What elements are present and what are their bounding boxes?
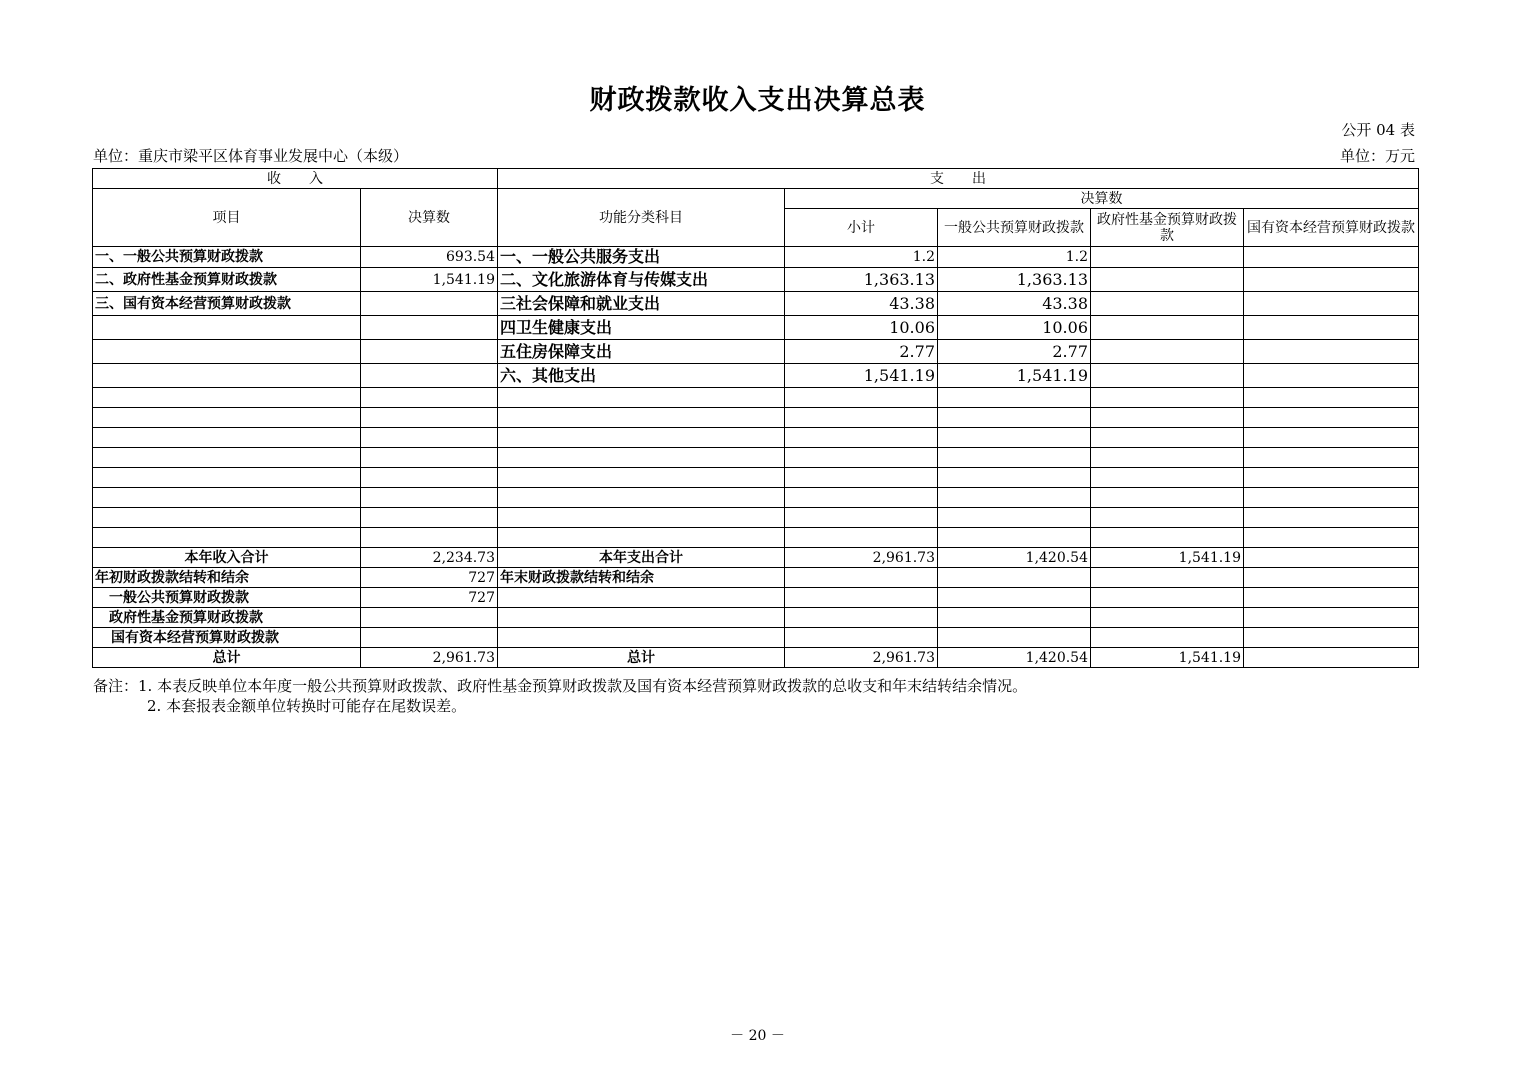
row-state-capital bbox=[1244, 648, 1419, 668]
row-item bbox=[93, 340, 361, 364]
table-row bbox=[93, 340, 1419, 364]
row-general: 1,363.13 bbox=[938, 268, 1091, 292]
fiscal-appropriation-table bbox=[92, 168, 1419, 668]
row-subtotal: 2,961.73 bbox=[785, 648, 938, 668]
table-row bbox=[93, 364, 1419, 388]
subtotal-header: 小计 bbox=[785, 209, 938, 247]
row-item bbox=[93, 364, 361, 388]
row-state-capital bbox=[1244, 292, 1419, 316]
table-row bbox=[93, 292, 1419, 316]
row-state-capital bbox=[1244, 268, 1419, 292]
row-general: 1,420.54 bbox=[938, 648, 1091, 668]
row-subtotal: 10.06 bbox=[785, 316, 938, 340]
income-header: 收 入 bbox=[93, 169, 498, 189]
table-row bbox=[93, 247, 1419, 268]
row-subject: 一、一般公共服务支出 bbox=[498, 247, 785, 268]
row-subject: 六、其他支出 bbox=[498, 364, 785, 388]
func-subject-header: 功能分类科目 bbox=[498, 189, 785, 247]
note-line-2: 2. 本套报表金额单位转换时可能存在尾数误差。 bbox=[147, 697, 467, 715]
row-item: 国有资本经营预算财政拨款 bbox=[93, 628, 361, 648]
state-capital-header: 国有资本经营预算财政拨款 bbox=[1244, 209, 1419, 247]
row-state-capital bbox=[1244, 364, 1419, 388]
header-row-2 bbox=[93, 189, 1419, 209]
final-header: 决算数 bbox=[785, 189, 1419, 209]
row-state-capital bbox=[1244, 316, 1419, 340]
row-state-capital bbox=[1244, 340, 1419, 364]
row-subject: 五住房保障支出 bbox=[498, 340, 785, 364]
notes bbox=[93, 676, 1027, 716]
row-subtotal: 1,541.19 bbox=[785, 364, 938, 388]
row-general: 1.2 bbox=[938, 247, 1091, 268]
item-header: 项目 bbox=[93, 189, 361, 247]
page-title: 财政拨款收入支出决算总表 bbox=[589, 85, 926, 116]
page-number: － 20 － bbox=[730, 1028, 785, 1044]
row-subtotal: 1.2 bbox=[785, 247, 938, 268]
amount-header: 决算数 bbox=[361, 189, 498, 247]
general-budget-header: 一般公共预算财政拨款 bbox=[938, 209, 1091, 247]
row-general: 1,420.54 bbox=[938, 548, 1091, 568]
year-total-row bbox=[93, 548, 1419, 568]
row-subject: 本年支出合计 bbox=[498, 548, 785, 568]
grand-total-row bbox=[93, 648, 1419, 668]
gov-fund-header: 政府性基金预算财政拨款 bbox=[1091, 209, 1244, 247]
row-gov-fund bbox=[1091, 268, 1244, 292]
row-subject: 总计 bbox=[498, 648, 785, 668]
row-amount bbox=[361, 340, 498, 364]
row-amount: 1,541.19 bbox=[361, 268, 498, 292]
empty-row bbox=[93, 408, 1419, 428]
row-item: 总计 bbox=[93, 648, 361, 668]
row-gov-fund bbox=[1091, 316, 1244, 340]
row-gov-fund bbox=[1091, 292, 1244, 316]
row-item: 二、政府性基金预算财政拨款 bbox=[93, 268, 361, 292]
row-amount: 2,234.73 bbox=[361, 548, 498, 568]
row-amount: 727 bbox=[361, 588, 498, 608]
row-general: 2.77 bbox=[938, 340, 1091, 364]
row-gov-fund: 1,541.19 bbox=[1091, 648, 1244, 668]
row-general: 1,541.19 bbox=[938, 364, 1091, 388]
carry-state-capital-row bbox=[93, 628, 1419, 648]
row-subject: 三社会保障和就业支出 bbox=[498, 292, 785, 316]
row-amount: 2,961.73 bbox=[361, 648, 498, 668]
carry-general-row bbox=[93, 588, 1419, 608]
row-item: 政府性基金预算财政拨款 bbox=[93, 608, 361, 628]
row-amount: 727 bbox=[361, 568, 498, 588]
row-gov-fund bbox=[1091, 364, 1244, 388]
empty-row bbox=[93, 468, 1419, 488]
empty-row bbox=[93, 508, 1419, 528]
row-gov-fund bbox=[1091, 247, 1244, 268]
row-subtotal: 43.38 bbox=[785, 292, 938, 316]
row-subject: 年末财政拨款结转和结余 bbox=[498, 568, 785, 588]
row-subtotal: 2.77 bbox=[785, 340, 938, 364]
row-amount bbox=[361, 316, 498, 340]
table-row bbox=[93, 268, 1419, 292]
empty-row bbox=[93, 488, 1419, 508]
unit-currency: 单位：万元 bbox=[1339, 147, 1415, 165]
header-row-1 bbox=[93, 169, 1419, 189]
note-line-1: 备注：1. 本表反映单位本年度一般公共预算财政拨款、政府性基金预算财政拨款及国有资本经营预算财政拨款的总收支和年末结转结余情况。 bbox=[93, 677, 1028, 695]
row-amount bbox=[361, 292, 498, 316]
unit-organization: 单位：重庆市梁平区体育事业发展中心（本级） bbox=[93, 147, 409, 165]
row-gov-fund bbox=[1091, 340, 1244, 364]
row-amount bbox=[361, 364, 498, 388]
empty-row bbox=[93, 448, 1419, 468]
empty-row bbox=[93, 428, 1419, 448]
row-amount: 693.54 bbox=[361, 247, 498, 268]
row-subtotal: 1,363.13 bbox=[785, 268, 938, 292]
empty-row bbox=[93, 528, 1419, 548]
row-state-capital bbox=[1244, 548, 1419, 568]
row-state-capital bbox=[1244, 247, 1419, 268]
row-item: 本年收入合计 bbox=[93, 548, 361, 568]
form-code: 公开 04 表 bbox=[1341, 121, 1415, 139]
empty-row bbox=[93, 388, 1419, 408]
row-item bbox=[93, 316, 361, 340]
row-item: 一、一般公共预算财政拨款 bbox=[93, 247, 361, 268]
row-subject: 四卫生健康支出 bbox=[498, 316, 785, 340]
row-item: 年初财政拨款结转和结余 bbox=[93, 568, 361, 588]
row-item: 一般公共预算财政拨款 bbox=[93, 588, 361, 608]
carry-begin-row bbox=[93, 568, 1419, 588]
row-subject: 二、文化旅游体育与传媒支出 bbox=[498, 268, 785, 292]
table-row bbox=[93, 316, 1419, 340]
carry-gov-fund-row bbox=[93, 608, 1419, 628]
row-item: 三、国有资本经营预算财政拨款 bbox=[93, 292, 361, 316]
row-subtotal: 2,961.73 bbox=[785, 548, 938, 568]
row-general: 43.38 bbox=[938, 292, 1091, 316]
row-gov-fund: 1,541.19 bbox=[1091, 548, 1244, 568]
row-general: 10.06 bbox=[938, 316, 1091, 340]
expense-header: 支 出 bbox=[498, 169, 1419, 189]
